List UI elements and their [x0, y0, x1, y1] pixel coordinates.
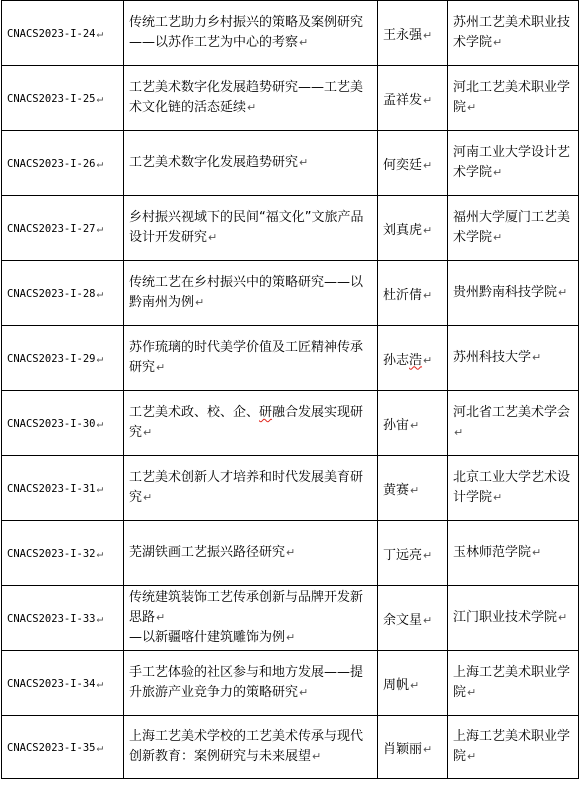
paragraph-mark: ↵: [532, 546, 542, 559]
table-row: [2, 716, 579, 779]
paper-title-cell: [124, 1, 378, 66]
paper-title-cell: [124, 131, 378, 196]
paragraph-mark: ↵: [156, 611, 166, 624]
paragraph-mark: ↵: [299, 156, 309, 169]
organization-cell: [448, 1, 579, 66]
paragraph-mark: ↵: [286, 546, 296, 559]
organization-name: 上海工艺美术职业学院: [453, 665, 571, 700]
table-row: [2, 521, 579, 586]
paper-id: CNACS2023-I-28: [7, 287, 96, 300]
paragraph-mark: ↵: [410, 418, 420, 432]
paragraph-mark: ↵: [410, 483, 420, 497]
paragraph-mark: ↵: [96, 676, 104, 690]
organization-cell: [448, 456, 579, 521]
paragraph-mark: ↵: [493, 491, 503, 504]
organization-name: 福州大学厦门工艺美术学院: [453, 210, 571, 245]
paper-title: 手工艺体验的社区参与和地方发展——提升旅游产业竞争力的策略研究: [129, 665, 364, 700]
paragraph-mark: ↵: [96, 286, 104, 300]
paper-list-table: [1, 0, 579, 779]
paragraph-mark: ↵: [423, 353, 433, 367]
paragraph-mark: ↵: [493, 166, 503, 179]
author-cell: [378, 456, 448, 521]
paper-title-cell: [124, 521, 378, 586]
paragraph-mark: ↵: [299, 36, 309, 49]
table-row: [2, 261, 579, 326]
author-name: 王永强: [383, 27, 423, 43]
organization-cell: [448, 391, 579, 456]
author-name: 肖颖丽: [383, 741, 423, 757]
paper-id: CNACS2023-I-29: [7, 352, 96, 365]
paper-title: 苏作琉璃的时代美学价值及工匠精神传承研究: [129, 340, 364, 375]
paper-title-cell: [124, 456, 378, 521]
table-row: [2, 391, 579, 456]
table-row: [2, 66, 579, 131]
paragraph-mark: ↵: [96, 611, 104, 625]
organization-name: 苏州工艺美术职业技术学院: [453, 15, 571, 50]
table-row: [2, 651, 579, 716]
paragraph-mark: ↵: [493, 36, 503, 49]
paragraph-mark: ↵: [96, 546, 104, 560]
author-cell: [378, 521, 448, 586]
paragraph-mark: ↵: [286, 631, 296, 644]
author-name: 孟祥发: [383, 92, 423, 108]
paper-title: 工艺美术数字化发展趋势研究——工艺美术文化链的活态延续: [129, 80, 364, 115]
paper-id-cell: [2, 1, 124, 66]
paragraph-mark: ↵: [143, 426, 153, 439]
paragraph-mark: ↵: [156, 361, 166, 374]
paper-title-cell: [124, 261, 378, 326]
paragraph-mark: ↵: [423, 28, 433, 42]
table-row: [2, 196, 579, 261]
author-cell: [378, 586, 448, 651]
author-name: 黄赛: [383, 482, 410, 498]
paper-title: 传统工艺在乡村振兴中的策略研究——以黔南州为例: [129, 275, 364, 310]
organization-cell: [448, 326, 579, 391]
author-cell: [378, 391, 448, 456]
paragraph-mark: ↵: [532, 351, 542, 364]
author-cell: [378, 1, 448, 66]
paper-id-cell: [2, 131, 124, 196]
paper-id-cell: [2, 716, 124, 779]
organization-name: 贵州黔南科技学院: [453, 285, 558, 300]
paper-id-cell: [2, 586, 124, 651]
organization-cell: [448, 521, 579, 586]
paragraph-mark: ↵: [423, 742, 433, 756]
paragraph-mark: ↵: [96, 26, 104, 40]
paragraph-mark: ↵: [467, 686, 477, 699]
organization-name: 北京工业大学艺术设计学院: [453, 470, 571, 505]
paragraph-mark: ↵: [558, 286, 568, 299]
organization-cell: [448, 716, 579, 779]
paper-id: CNACS2023-I-33: [7, 612, 96, 625]
paper-id-cell: [2, 196, 124, 261]
paragraph-mark: ↵: [423, 548, 433, 562]
organization-name: 玉林师范学院: [453, 545, 532, 560]
paragraph-mark: ↵: [454, 426, 464, 439]
paragraph-mark: ↵: [96, 91, 104, 105]
paper-id: CNACS2023-I-27: [7, 222, 96, 235]
organization-name: 河南工业大学设计艺术学院: [453, 145, 571, 180]
table-row: [2, 1, 579, 66]
paragraph-mark: ↵: [423, 223, 433, 237]
paper-id: CNACS2023-I-31: [7, 482, 96, 495]
table-row: [2, 131, 579, 196]
spellcheck-flagged-char: 研: [259, 405, 273, 420]
paper-title-rest: 融合发展实现研究: [129, 405, 364, 440]
organization-cell: [448, 131, 579, 196]
organization-name: 苏州科技大学: [453, 350, 532, 365]
paragraph-mark: ↵: [558, 611, 568, 624]
paper-id-cell: [2, 391, 124, 456]
author-name: 刘真虎: [383, 222, 423, 238]
paragraph-mark: ↵: [96, 481, 104, 495]
author-name: 孙志: [383, 352, 410, 368]
paragraph-mark: ↵: [208, 231, 218, 244]
paragraph-mark: ↵: [96, 351, 104, 365]
paper-id-cell: [2, 66, 124, 131]
paragraph-mark: ↵: [96, 221, 104, 235]
organization-name: 江门职业技术学院: [453, 610, 558, 625]
paragraph-mark: ↵: [96, 156, 104, 170]
author-name: 杜沂倩: [383, 287, 423, 303]
paper-title: 传统建筑装饰工艺传承创新与品牌开发新思路: [129, 590, 364, 625]
paper-id-cell: [2, 326, 124, 391]
paper-title: 工艺美术创新人才培养和时代发展美育研究: [129, 470, 364, 505]
paper-title-cell: [124, 716, 378, 779]
paper-title: 工艺美术政、校、企、: [129, 405, 260, 420]
paragraph-mark: ↵: [423, 93, 433, 107]
paper-title-cell: [124, 586, 378, 651]
paragraph-mark: ↵: [195, 296, 205, 309]
paragraph-mark: ↵: [143, 491, 153, 504]
paper-id: CNACS2023-I-25: [7, 92, 96, 105]
paragraph-mark: ↵: [299, 686, 309, 699]
paragraph-mark: ↵: [493, 231, 503, 244]
organization-cell: [448, 196, 579, 261]
paper-subtitle: —以新疆喀什建筑雕饰为例: [129, 630, 286, 645]
author-name: 丁远亮: [383, 547, 423, 563]
author-cell: [378, 196, 448, 261]
paper-id-cell: [2, 651, 124, 716]
paper-title: 芜湖铁画工艺振兴路径研究: [129, 545, 286, 560]
organization-cell: [448, 66, 579, 131]
paper-id-cell: [2, 261, 124, 326]
paper-id: CNACS2023-I-30: [7, 417, 96, 430]
organization-cell: [448, 586, 579, 651]
paper-title: 传统工艺助力乡村振兴的策略及案例研究——以苏作工艺为中心的考察: [129, 15, 364, 50]
paper-id-cell: [2, 456, 124, 521]
paper-title-cell: [124, 326, 378, 391]
paper-title-cell: [124, 391, 378, 456]
table-row: [2, 456, 579, 521]
author-name: 何奕廷: [383, 157, 423, 173]
paper-title: 上海工艺美术学校的工艺美术传承与现代创新教育：案例研究与未来展望: [129, 729, 364, 764]
paper-id: CNACS2023-I-24: [7, 27, 96, 40]
organization-name: 上海工艺美术职业学院: [453, 729, 571, 764]
paper-id: CNACS2023-I-34: [7, 677, 96, 690]
organization-name: 河北工艺美术职业学院: [453, 80, 571, 115]
author-name: 周帆: [383, 677, 410, 693]
paper-id: CNACS2023-I-32: [7, 547, 96, 560]
spellcheck-flagged-char: 浩: [409, 352, 423, 368]
paragraph-mark: ↵: [410, 678, 420, 692]
author-cell: [378, 326, 448, 391]
paper-id-cell: [2, 521, 124, 586]
paragraph-mark: ↵: [423, 613, 433, 627]
author-name: 孙宙: [383, 417, 410, 433]
table-row: [2, 586, 579, 651]
paragraph-mark: ↵: [467, 750, 477, 763]
author-cell: [378, 131, 448, 196]
organization-cell: [448, 651, 579, 716]
author-cell: [378, 261, 448, 326]
paper-title: 乡村振兴视域下的民间“福文化”文旅产品设计开发研究: [129, 210, 364, 245]
author-name: 余文星: [383, 612, 423, 628]
organization-cell: [448, 261, 579, 326]
paragraph-mark: ↵: [423, 158, 433, 172]
paper-title-cell: [124, 66, 378, 131]
paper-title-cell: [124, 651, 378, 716]
paragraph-mark: ↵: [96, 740, 104, 754]
table-row: [2, 326, 579, 391]
paragraph-mark: ↵: [467, 101, 477, 114]
author-cell: [378, 651, 448, 716]
paper-id: CNACS2023-I-26: [7, 157, 96, 170]
organization-name: 河北省工艺美术学会: [453, 405, 571, 420]
paper-id: CNACS2023-I-35: [7, 741, 96, 754]
author-cell: [378, 66, 448, 131]
paper-title: 工艺美术数字化发展趋势研究: [129, 155, 299, 170]
paper-title-cell: [124, 196, 378, 261]
author-cell: [378, 716, 448, 779]
paragraph-mark: ↵: [312, 750, 322, 763]
paragraph-mark: ↵: [423, 288, 433, 302]
paragraph-mark: ↵: [247, 101, 257, 114]
paragraph-mark: ↵: [96, 416, 104, 430]
